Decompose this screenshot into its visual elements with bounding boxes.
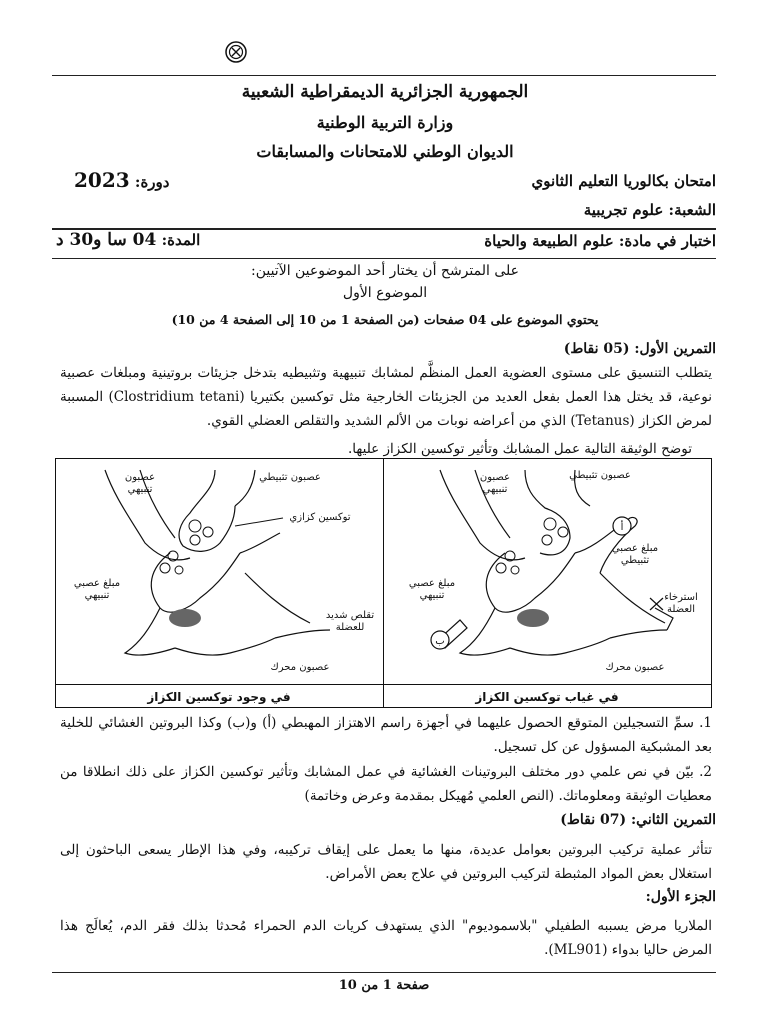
label-motor-neuron-right: عصبون محرك xyxy=(605,662,665,673)
label-motor-neuron-left: عصبون محرك xyxy=(270,662,330,673)
session-label: دورة: xyxy=(134,173,170,191)
right-nucleus xyxy=(517,609,549,627)
label-excitatory-neuron-b: تنبيهي xyxy=(482,484,508,495)
duration-label: المدة: xyxy=(161,231,201,249)
left-nucleus xyxy=(169,609,201,627)
label-contraction-b: للعضلة xyxy=(335,622,365,633)
marker-a-label: أ xyxy=(620,522,624,533)
toxin-pointer xyxy=(235,518,283,526)
session-year: 2023 xyxy=(74,168,130,192)
session-info xyxy=(74,168,169,192)
duration-info xyxy=(56,230,200,250)
exercise-1-question-1: 1. سمِّ التسجيلين المتوقع الحصول عليهما في أجهزة راسم الاهتزاز المهبطي (أ) و(ب) وكذا البروتين الغشائي للخلية بعد المشبكية المسؤول عن كل تسجيل. xyxy=(60,715,712,755)
label-left-excitatory-mediator-b: تنبيهي xyxy=(84,590,110,601)
topic-title: الموضوع الأول xyxy=(342,285,428,301)
label-inhibitory-mediator-b: تثبيطي xyxy=(620,555,650,566)
right-vesicles xyxy=(496,518,568,574)
label-left-excitatory-neuron-a: عصبون xyxy=(124,472,156,483)
label-excitatory-mediator-b: تنبيهي xyxy=(419,590,445,601)
synapse-figure xyxy=(55,458,712,708)
page-number: صفحة 1 من 10 xyxy=(338,978,430,993)
office-title: الديوان الوطني للامتحانات والمسابقات xyxy=(256,142,514,161)
pages-note: يحتوي الموضوع على 04 صفحات (من الصفحة 1 من 10 إلى الصفحة 4 من 10) xyxy=(171,312,599,327)
exercise-2-title: التمرين الثاني: (07 نقاط) xyxy=(560,812,716,828)
label-left-inhibitory-neuron: عصبون تثبيطي xyxy=(259,472,321,483)
label-relax-b: العضلة xyxy=(667,604,695,615)
choose-instruction: على المترشح أن يختار أحد الموضوعين الآتيين: xyxy=(250,263,519,279)
ministry-title: وزارة التربية الوطنية xyxy=(316,113,454,132)
branch-label: الشعبة: علوم تجريبية xyxy=(583,201,716,219)
right-caption: في غياب توكسين الكزاز xyxy=(475,690,619,704)
duration-value: 04 سا و30 د xyxy=(56,230,157,250)
label-left-excitatory-mediator-a: مبلغ عصبي xyxy=(73,578,121,589)
exercise-2-intro: تتأثر عملية تركيب البروتين بعوامل عديدة، منها ما يعمل على إيقاف تركيبه، وفي هذا الإطار يسعى الباحثون إلى استغلال بعض المواد المثبطة لتركيب البروتين في علاج بعض الأمراض. xyxy=(60,842,712,882)
exercise-1-intro: يتطلب التنسيق على مستوى العضوية العمل المنظَّم لمشابك تنبيهية وتثبيطيه بتدخل جزيئات بروتينية ومبلغات عصبية نوعية، قد يختل هذا العمل بفعل العديد من الجزيئات الخارجية مثل توكسين بكتيريا (Clostridium tetani) المسببة لمرض الكزاز (Tetanus) الذي من أعراضه نوبات من الألم الشديد والتقلص العضلي القوي. xyxy=(60,365,712,429)
subject-label: اختبار في مادة: علوم الطبيعة والحياة xyxy=(484,232,716,250)
republic-title: الجمهورية الجزائرية الديمقراطية الشعبية xyxy=(241,82,529,102)
label-excitatory-neuron-a: عصبون xyxy=(479,472,511,483)
part-1-title: الجزء الأول: xyxy=(645,889,716,905)
exam-title: امتحان بكالوريا التعليم الثانوي xyxy=(531,172,716,190)
label-inhibitory-mediator-a: مبلغ عصبي xyxy=(611,543,659,554)
exercise-1-doc-intro: توضح الوثيقة التالية عمل المشابك وتأثير توكسين الكزاز عليها. xyxy=(348,441,692,457)
left-caption: في وجود توكسين الكزاز xyxy=(147,690,291,704)
label-left-excitatory-neuron-b: تنبيهي xyxy=(127,484,153,495)
label-inhibitory-neuron: عصبون تثبيطي xyxy=(569,470,631,481)
exercise-2-part-1-text: الملاريا مرض يسببه الطفيلي "بلاسموديوم" الذي يستهدف كريات الدم الحمراء مُحدثا بذلك فقر الدم، يُعالَج هذا المرض حاليا بدواء (ML901). xyxy=(60,918,712,958)
label-toxin: توكسين كزازي xyxy=(289,512,351,523)
exercise-1-title: التمرين الأول: (05 نقاط) xyxy=(563,341,716,357)
label-relax-a: استرخاء xyxy=(664,592,698,603)
label-contraction-a: تقلص شديد xyxy=(325,610,375,621)
marker-b-label: ب xyxy=(435,636,445,647)
left-panel-drawing xyxy=(105,470,330,655)
exercise-1-question-2: 2. بيّن في نص علمي دور مختلف البروتينات الغشائية في عمل المشابك وتأثير توكسين الكزاز على ذلك انطلاقا من معطيات الوثيقة ومعلوماتك. (النص العلمي مُهيكل بمقدمة وعرض وخاتمة) xyxy=(60,764,712,804)
emblem-icon xyxy=(224,40,248,64)
label-excitatory-mediator-a: مبلغ عصبي xyxy=(408,578,456,589)
